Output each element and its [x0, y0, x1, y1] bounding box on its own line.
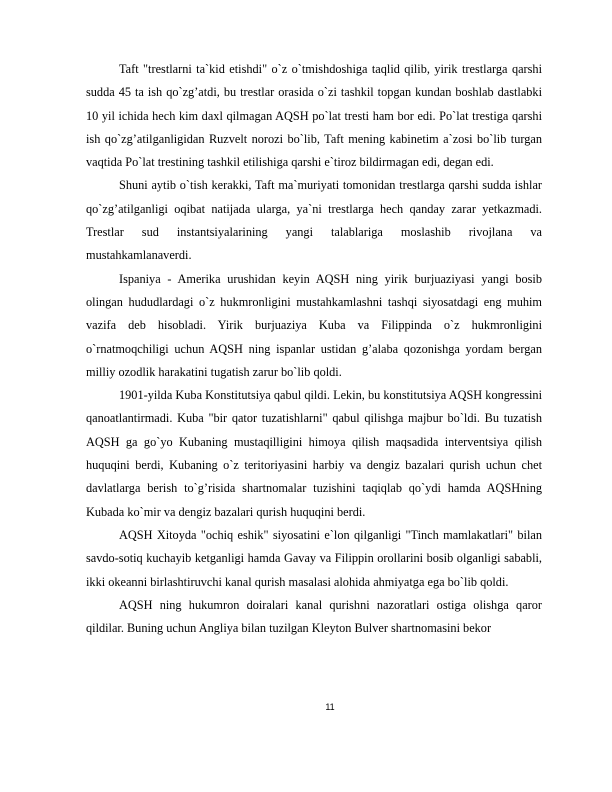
- paragraph-canal-control: AQSH ning hukumron doiralari kanal qurishni nazoratlari ostiga olishga qaror qildilar. Buning uchun Angliya bilan tuzilgan Kleyton Bulver shartnomasini bekor: [86, 597, 542, 636]
- paragraph-open-door-policy: AQSH Xitoyda "ochiq eshik" siyosatini e`lon qilganligi "Tinch mamlakatlari" bilan savdo-sotiq kuchayib ketganligi hamda Gavay va Filippin orollarini bosib olganligi sababli, ikki okeanni birlashtiruvchi kanal qurish masalasi alohida ahmiyatga ega bo`lib qoldi.: [86, 527, 542, 589]
- paragraph-cuba-constitution: 1901-yilda Kuba Konstitutsiya qabul qildi. Lekin, bu konstitutsiya AQSH kongressini qanoatlantirmadi. Kuba "bir qator tuzatishlarni" qabul qilishga majbur bo`ldi. Bu tuzatish AQSH ga go`yo Kubaning mustaqilligini himoya qilish maqsadida interventsiya qilish huquqini berdi, Kubaning o`z teritoriyasini harbiy va dengiz bazalari qurish uchun chet davlatlarga berish to`g’risida shartnomalar tuzishini taqiqlab qo`ydi hamda AQSHning Kubada ko`mir va dengiz bazalari qurish huquqini berdi.: [86, 388, 542, 519]
- page-number: 11: [325, 702, 335, 712]
- paragraph-spanish-american-war: Ispaniya - Amerika urushidan keyin AQSH ning yirik burjuaziyasi yangi bosib olingan hududlardagi o`z hukmronligini mustahkamlashni tashqi siyosatdagi eng muhim vazifa deb hisobladi. Yirik burjuaziya Kuba va Filippinda o`z hukmronligini o`rnatmoqchiligi uchun AQSH ning ispanlar ustidan g’alaba qozonishga yordam bergan milliy ozodlik harakatini tugatish zarur bo`lib qoldi.: [86, 271, 542, 379]
- paragraph-taft-trusts: Taft "trestlarni ta`kid etishdi" o`z o`tmishdoshiga taqlid qilib, yirik trestlarga qarshi sudda 45 ta ish qo`zg’atdi, bu trestlar orasida o`zi tashkil topgan kundan boshlab dastlabki 10 yil ichida hech kim daxl qilmagan AQSH po`lat tresti ham bor edi. Po`lat trestiga qarshi ish qo`zg’atilganligidan Ruzvelt norozi bo`lib, Taft mening kabinetim a`zosi bo`lib turgan vaqtida Po`lat trestining tashkil etilishiga qarshi e`tiroz bildirmagan edi, degan edi.: [86, 62, 542, 170]
- body-text: [86, 58, 542, 640]
- paragraph-taft-administration: Shuni aytib o`tish kerakki, Taft ma`muriyati tomonidan trestlarga qarshi sudda ishlar qo`zg’atilganligi oqibat natijada ularga, ya`ni trestlarga hech qanday zarar yetkazmadi. Trestlar sud instantsiyalarining yangi talablariga moslashib rivojlana va mustahkamlanaverdi.: [86, 178, 542, 263]
